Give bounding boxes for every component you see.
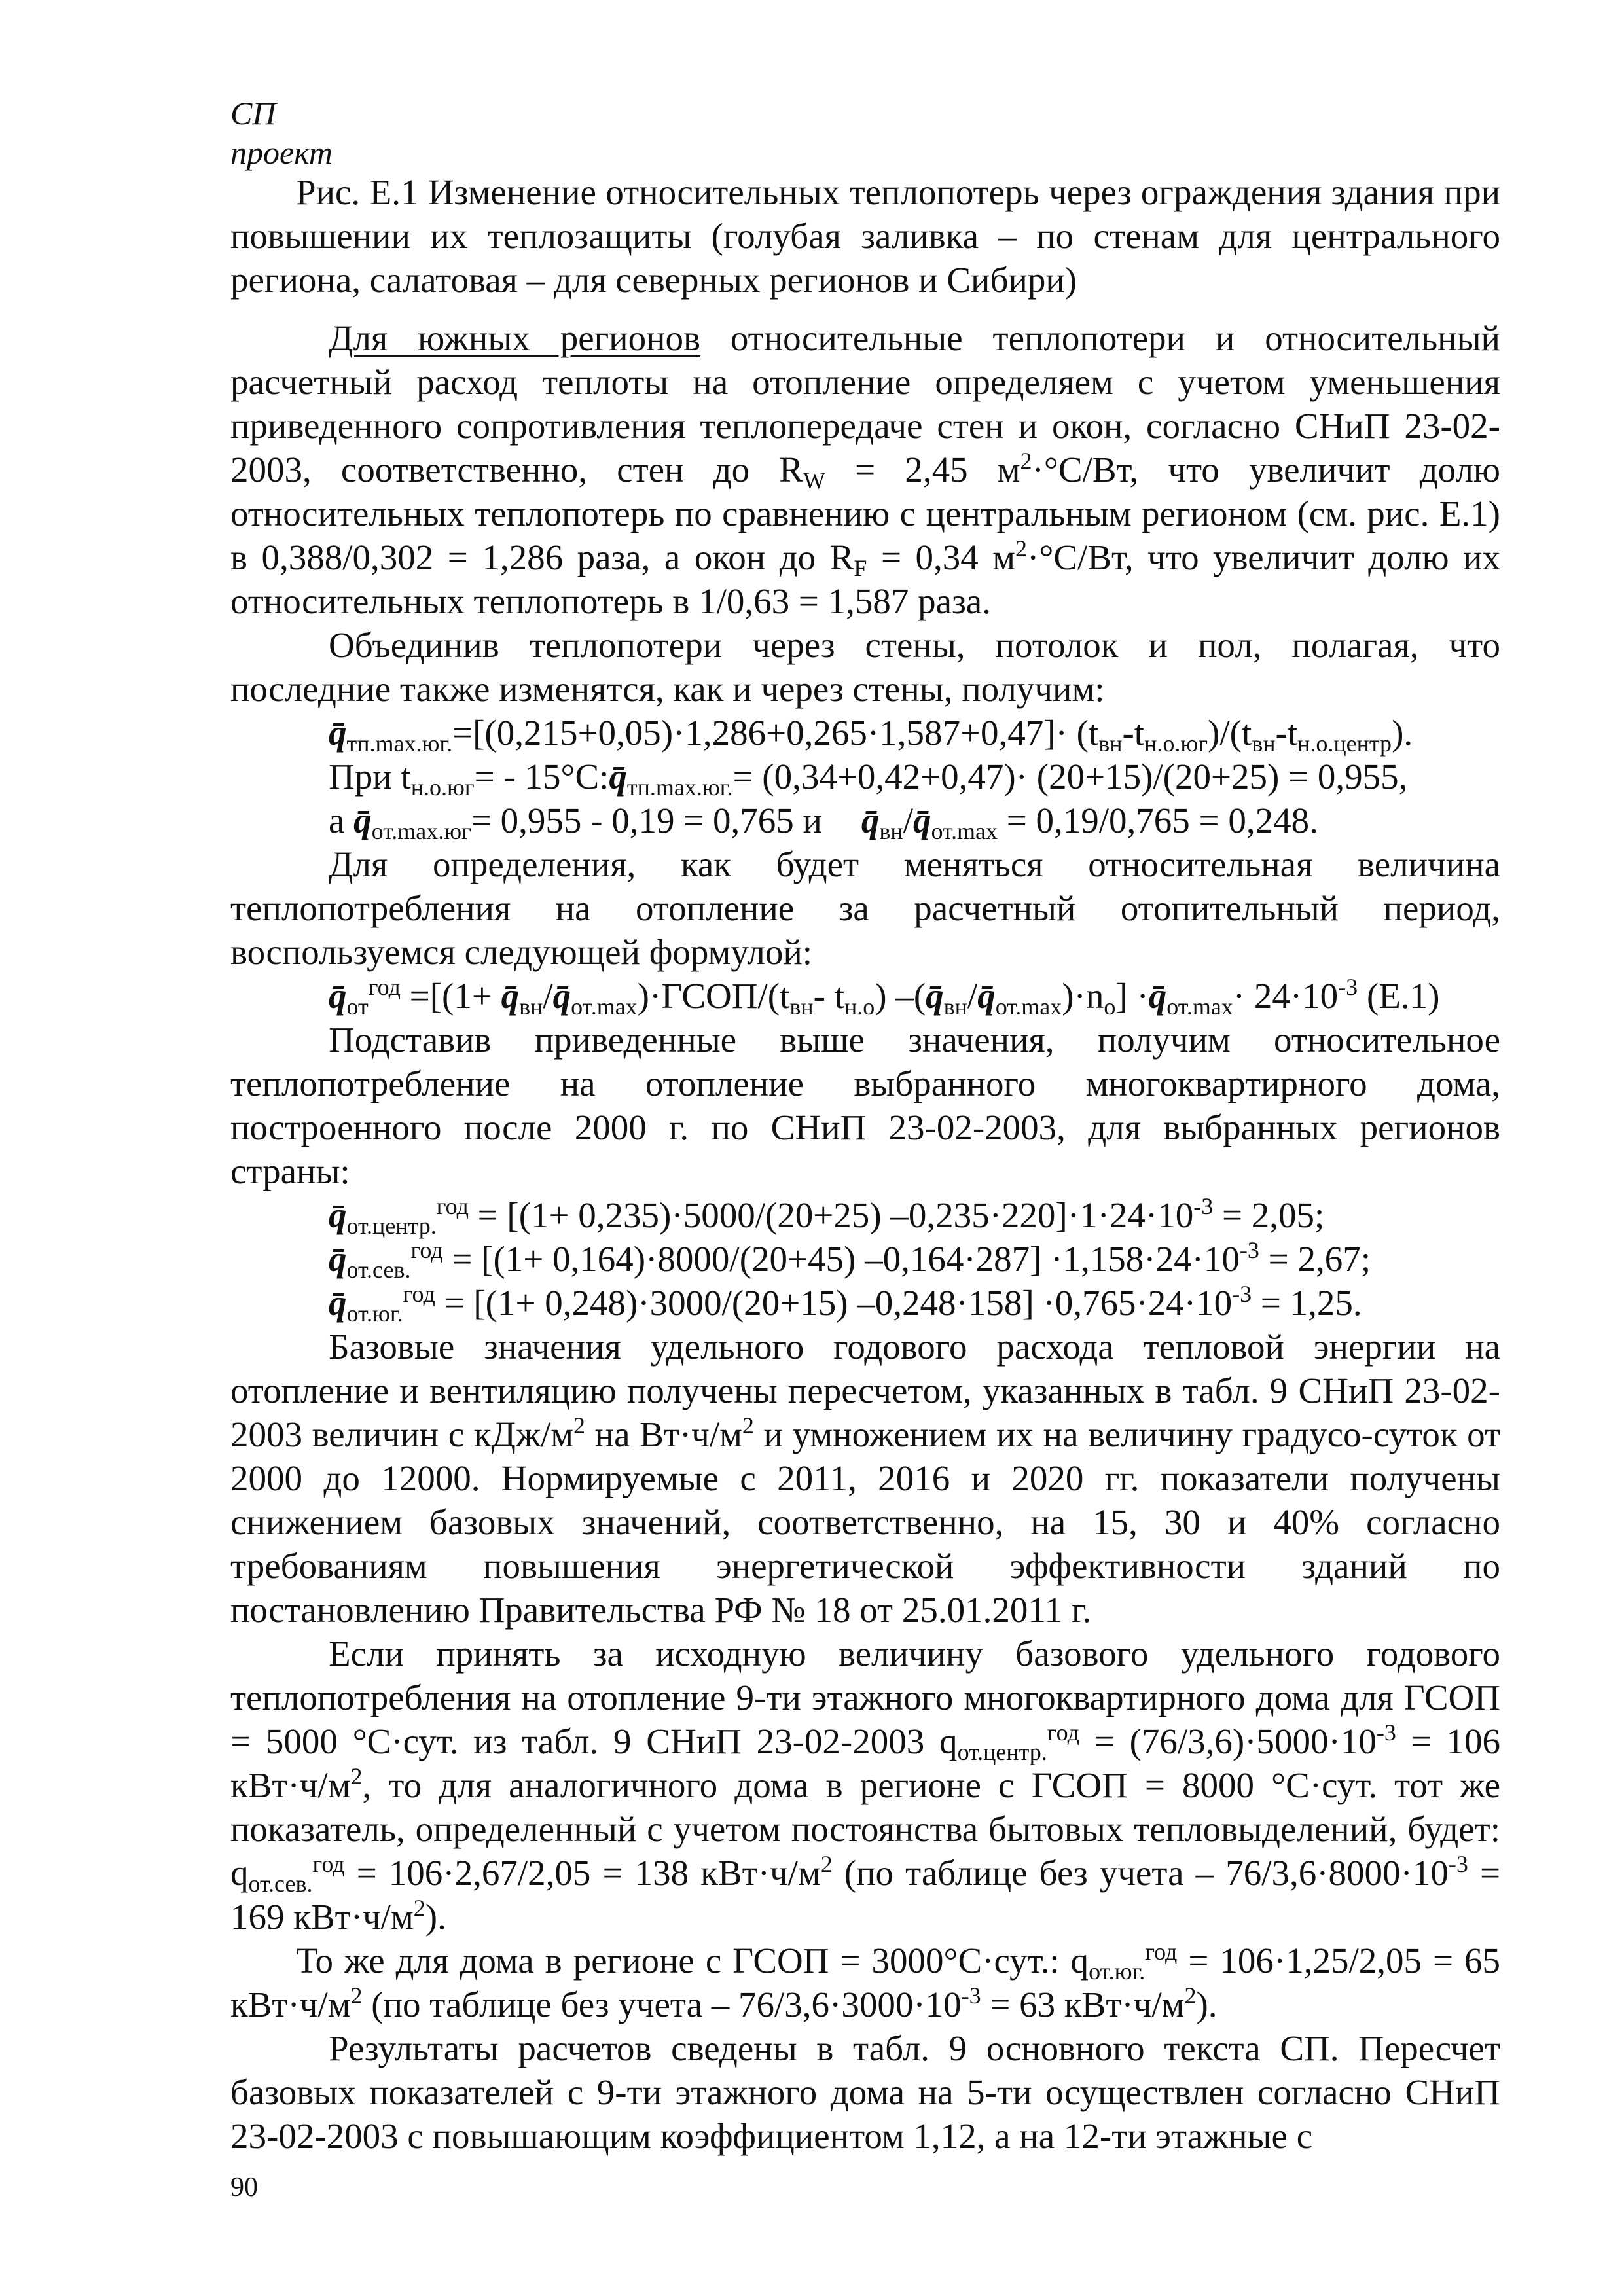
figure-caption: Рис. Е.1 Изменение относительных теплопотерь через ограждения здания при повышении их теплозащиты (голубая заливка – по стенам для центрального региона, салатовая – для северных регионов и Сибири) [230,172,1500,300]
paragraph-results: Результаты расчетов сведены в табл. 9 основного текста СП. Пересчет базовых показателей с 9-ти этажного дома на 5-ти осуществлен согласно СНиП 23-02-2003 с повышающим коэффициентом 1,12, а на 12-ти этажные с [230,2028,1500,2156]
formula-line: $q̄_{от.сев.}^{год} = [(1+ 0,164)\cdot 8000/(20+45)$ $-0,164\cdot 287] \cdot 1,158\cdot 24\cdot 10^{-3} = 2,67$; [329,1237,1371,1283]
formula-line: а $q̄_{от.max.юг}= 0,955 - 0,19 = 0,765$ и $q̄_{вн}/q̄_{от.max} = 0,19/0,765 = 0,248$. [329,800,1318,844]
paragraph-baseline: Если принять за исходную величину базового удельного годового теплопотребления на отопление 9-ти этажного многоквартирного дома для ГСОП = 5000 °С·сут. из табл. 9 СНиП 23-02-2003 $q_{от.центр.}^{год} = (76/3,6)\cdot 5000\cdot 10^{-3} = 106$ $кВт\cdot ч/м^2$, то для аналогичного дома в регионе с ГСОП = 8000 °С·сут. тот же показатель, определенный с учетом постоянства бытовых тепловыделений, будет: $q_{от.сев.}^{год} = 106\cdot 2,67/2,05 = 138$ $кВт\cdot ч/м^2$ (по таблице без учета – $76/3,6\cdot 8000\cdot 10^{-3} = 169$ $кВт\cdot ч/м^2$). [230,1634,1500,1937]
paragraph-south-house: То же для дома в регионе с ГСОП = 3000°С·сут.: $q_{от.юг.}^{год} = 106\cdot 1,25/2,05 = 65$ $кВт\cdot ч/м^2$ (по таблице без учета – $76/3,6\cdot 3000\cdot 10^{-3} = 63$ $кВт\cdot ч/м^2$). [230,1939,1500,2024]
body-text [230,170,1500,2158]
paragraph-substitution: Подставив приведенные выше значения, получим относительное теплопотребление на отопление выбранного многоквартирного дома, построенного после 2000 г. по СНиП 23-02-2003, для выбранных регионов страны: [230,1020,1500,1191]
formula-line: $q̄_{тп.max.юг.}=[(0,215+0,05)\cdot 1,286+0,265\cdot 1,587+0,47]\cdot (t_{вн}-t_{н.о.юг})/(t_{вн}-t_{н.о.центр})$. [329,713,1413,757]
formula-e1: $q̄_{от}^{год} =[(1+$ $q̄_{вн}/q̄_{от.max})\cdot ГСОП/(t_{вн}-$ $t_{н.о}$) $-(q̄_{вн}/q̄_{от.max})\cdot n_o$] $\cdot q̄_{от.max}\cdot 24\cdot 10^{-3}$ (Е.1) [329,974,1440,1020]
paragraph-base-values: Базовые значения удельного годового расхода тепловой энергии на отопление и вентиляцию получены пересчетом, указанных в табл. 9 СНиП 23-02-2003 величин с кДж/$м^2$ на $Вт\cdot ч/м^2$ и умножением их на величину градусо-суток от 2000 до 12000. Нормируемые с 2011, 2016 и 2020 гг. показатели получены снижением базовых значений, соответственно, на 15, 30 и 40% согласно требованиям повышения энергетической эффективности зданий по постановлению Правительства РФ № 18 от 25.01.2011 г. [230,1327,1500,1630]
paragraph-determination: Для определения, как будет меняться относительная величина теплопотребления на отопление за расчетный отопительный период, воспользуемся следующей формулой: [230,844,1500,972]
header-status: проект [230,134,333,171]
paragraph-south-regions: Для южных регионов относительные теплопотери и относительный расчетный расход теплоты на отопление определяем с учетом уменьшения приведенного сопротивления теплопередаче стен и окон, согласно СНиП 23-02-2003, соответственно, стен до $R_W = 2,45$ $м^2\cdot^\circ С/Вт$, что увеличит долю относительных теплопотерь по сравнению с центральным регионом (см. рис. Е.1) в 0,388/0,302 = 1,286 раза, а окон до $R_F = 0,34$ $м^2\cdot^\circ С/Вт$, что увеличит долю их относительных теплопотерь в 1/0,63 = 1,587 раза. [230,318,1500,621]
underlined-heading: Для южных регионов [329,318,700,358]
page-number: 90 [230,2172,258,2202]
formula-line: $q̄_{от.юг.}^{год} = [(1+ 0,248)\cdot 3000/(20+15)$ $-0,248\cdot 158] \cdot 0,765\cdot 24\cdot 10^{-3} = 1,25$. [329,1281,1362,1327]
paragraph-combine-losses: Объединив теплопотери через стены, потолок и пол, полагая, что последние также изменятся, как и через стены, получим: [230,625,1500,709]
formula-line: При $t_{н.о.юг}=$ - $15^\circ С:q̄_{тп.max.юг.}= (0,34+0,42+0,47)\cdot (20+15)/(20+25) = 0,955$, [329,757,1408,800]
header-code: СП [230,95,276,132]
formula-line: $q̄_{от.центр.}^{год} = [(1+ 0,235)\cdot 5000/(20+25) -0,235\cdot 220]\cdot 1\cdot 24\cdot 10^{-3} = 2,05$; [329,1193,1325,1239]
